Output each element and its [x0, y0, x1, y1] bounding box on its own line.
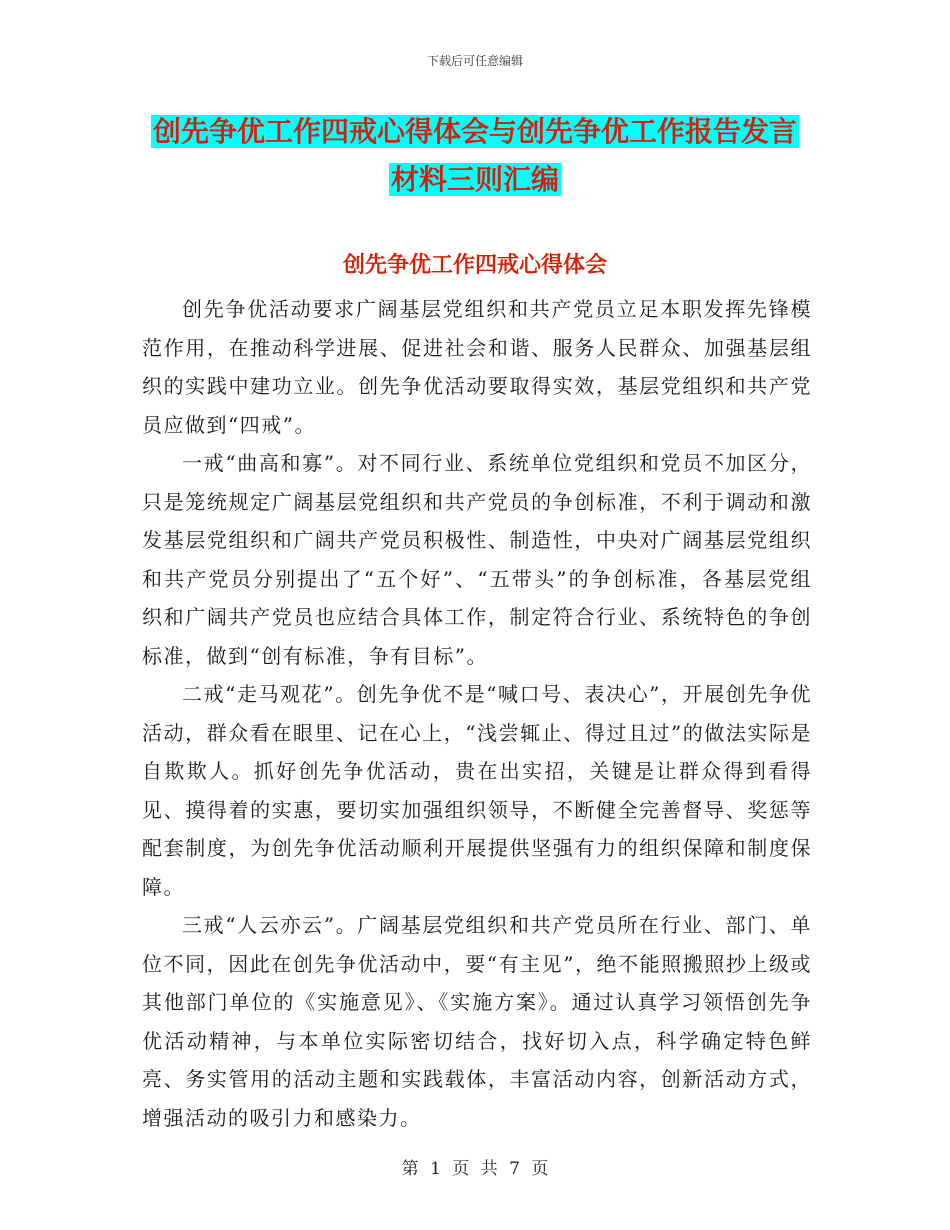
page-number: 第 1 页 共 7 页: [401, 1159, 549, 1179]
title-line-2: 材料三则汇编: [390, 163, 559, 196]
paragraph-second-caution: 二戒“走马观花”。创先争优不是“喊口号、表决心”，开展创先争优活动，群众看在眼里、记在心上，“浅尝辄止、得过且过”的做法实际是自欺欺人。抓好创先争优活动，贵在出实招，关键是让群众得到看得见、摸得着的实惠，要切实加强组织领导，不断健全完善督导、奖惩等配套制度，为创先争优活动顺利开展提供坚强有力的组织保障和制度保障。: [142, 682, 812, 899]
document-title: [0, 108, 950, 204]
paragraph-first-caution: 一戒“曲高和寡”。对不同行业、系统单位党组织和党员不加区分，只是笼统规定广阔基层党组织和共产党员的争创标准，不利于调动和激发基层党组织和广阔共产党员积极性、制造性，中央对广阔基层党组织和共产党员分别提出了“五个好”、“五带头”的争创标准，各基层党组织和广阔共产党员也应结合具体工作，制定符合行业、系统特色的争创标准，做到“创有标准，争有目标”。: [142, 451, 812, 668]
title-line-1: 创先争优工作四戒心得体会与创先争优工作报告发言: [152, 115, 797, 148]
paragraph-third-caution: 三戒“人云亦云”。广阔基层党组织和共产党员所在行业、部门、单位不同，因此在创先争优活动中，要“有主见”，绝不能照搬照抄上级或其他部门单位的《实施意见》、《实施方案》。通过认真学习领悟创先争优活动精神，与本单位实际密切结合，找好切入点，科学确定特色鲜亮、务实管用的活动主题和实践载体，丰富活动内容，创新活动方式，增强活动的吸引力和感染力。: [142, 913, 812, 1130]
body-text: [142, 290, 812, 1137]
paragraph-intro: 创先争优活动要求广阔基层党组织和共产党员立足本职发挥先锋模范作用，在推动科学进展、促进社会和谐、服务人民群众、加强基层组织的实践中建功立业。创先争优活动要取得实效，基层党组织和共产党员应做到“四戒”。: [142, 297, 812, 437]
header-note: 下载后可任意编辑: [426, 54, 523, 68]
section-title: 创先争优工作四戒心得体会: [342, 252, 607, 278]
